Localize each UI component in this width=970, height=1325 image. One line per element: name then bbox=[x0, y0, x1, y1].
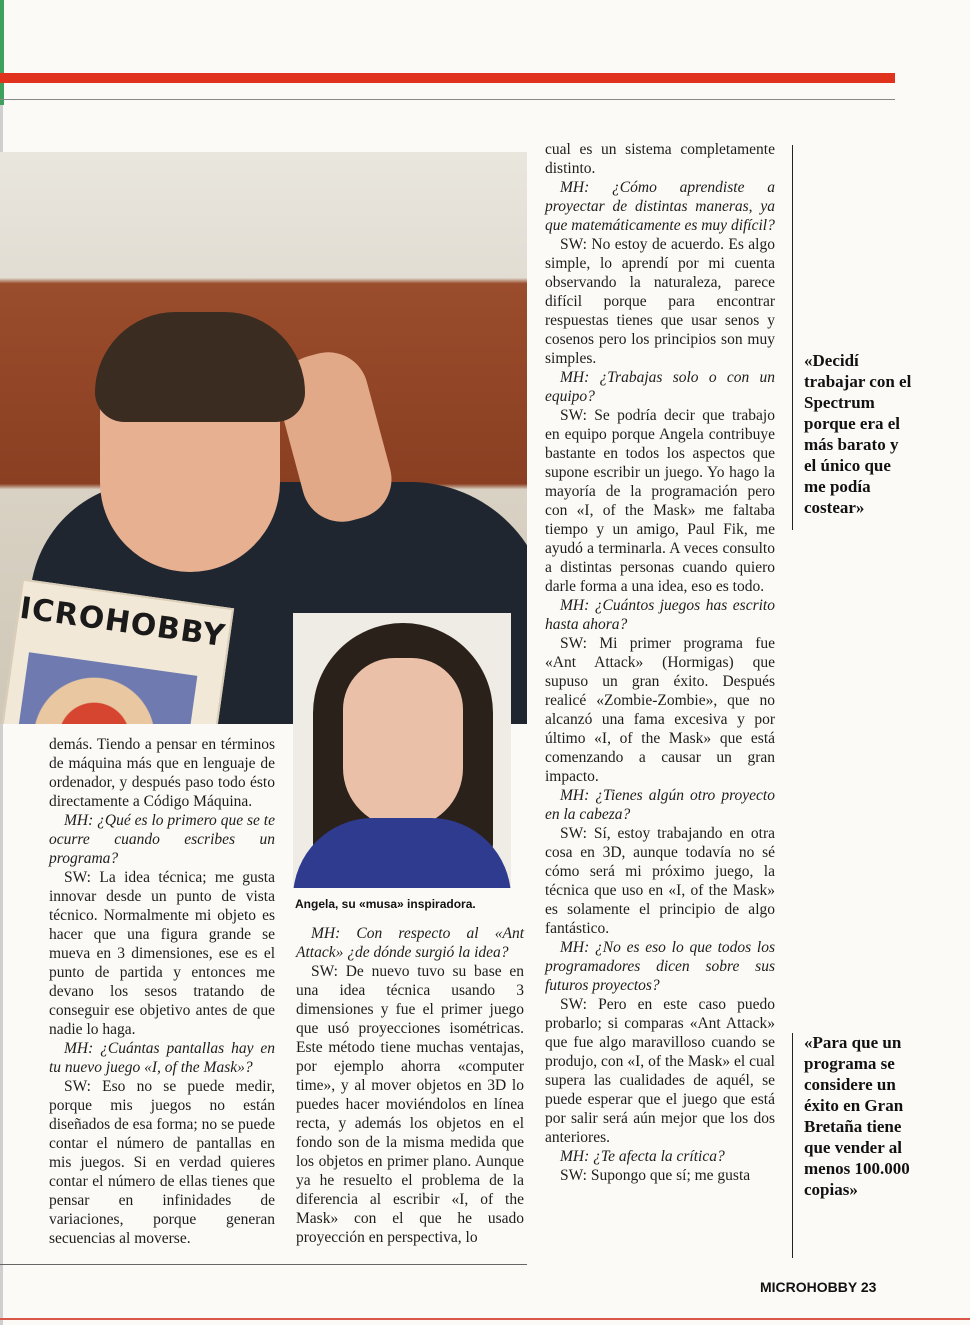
interviewer-question: MH: ¿Te afecta la crítica? bbox=[560, 1148, 725, 1165]
text-column-1 bbox=[49, 735, 275, 1248]
text-column-2 bbox=[296, 924, 524, 1247]
magazine-cover-art bbox=[3, 652, 198, 724]
header-red-bar bbox=[0, 73, 895, 83]
interviewer-question: MH: ¿Cómo aprendiste a proyectar de distintas maneras, ya que matemáticamente es muy difícil? bbox=[545, 179, 775, 234]
page-folio: MICROHOBBY 23 bbox=[760, 1279, 877, 1295]
footer-rule bbox=[0, 1264, 527, 1265]
header-rule bbox=[0, 99, 895, 100]
photo-angela bbox=[293, 613, 511, 888]
binding-strip bbox=[0, 0, 4, 105]
photo-hair bbox=[95, 312, 305, 422]
interviewer-question: MH: ¿No es eso lo que todos los programadores dicen sobre sus futuros proyectos? bbox=[545, 939, 775, 994]
text-column-3 bbox=[545, 140, 775, 1185]
interviewer-question: MH: ¿Qué es lo primero que se te ocurre cuando escribes un programa? bbox=[49, 812, 275, 867]
interviewee-answer: SW: Supongo que sí; me gusta bbox=[560, 1167, 751, 1184]
interviewee-answer: SW: Pero en este caso puedo probarlo; si comparas «Ant Attack» que fue algo maravilloso cuando se produjo, con «I, of the Mask» el cual supera las cualidades de aquél, se puede esperar que el juego que está por salir será aún mejor que los dos anteriores. bbox=[545, 996, 775, 1146]
photo-angela-face bbox=[343, 658, 463, 828]
interviewer-question: MH: Con respecto al «Ant Attack» ¿de dónde surgió la idea? bbox=[296, 925, 524, 961]
interviewee-answer: SW: De nuevo tuvo su base en una idea técnica usando 3 dimensiones y fue el primer juego que usó proyecciones isométricas. Este método tiene muchas ventajas, por ejemplo ahorra «computer time», y al mover objetos en 3D lo puedes hacer moviéndolos en línea recta, y además los objetos en el fondo son de la misma medida que los objetos en primer plano. Aunque ya he resuelto el problema de la diferencia al escribir «I, of the Mask» con el que he usado proyección en perspectiva, lo bbox=[296, 963, 524, 1246]
interviewee-answer: SW: Sí, estoy trabajando en otra cosa en 3D, aunque todavía no sé cómo será mi próximo juego, la técnica que uso en «I, of the Mask» es solamente el principio de algo fantástico. bbox=[545, 825, 775, 937]
interviewee-answer: SW: No estoy de acuerdo. Es algo simple, lo aprendí por mi cuenta observando la naturaleza, parece difícil porque para encontrar respuestas tienes que usar senos y cosenos pero los principios son muy simples. bbox=[545, 236, 775, 367]
interviewee-answer: SW: Se podría decir que trabajo en equipo porque Angela contribuye bastante en todos los aspectos que supone escribir un juego. Yo hago la mayoría de la programación pero con «I, of the Mask» me faltaba tiempo y un amigo, Paul Fik, me ayudó a terminarla. A veces consulto a distintas personas cuando quiero darle forma a una idea, eso es todo. bbox=[545, 407, 775, 595]
interviewee-answer: SW: La idea técnica; me gusta innovar desde un punto de vista técnico. Normalmente mi objeto es hacer que una figura grande se mueva en 3 dimensiones, ese es el punto de partida y entonces me devano los sesos tratando de conseguir ese objetivo antes de que nadie lo haga. bbox=[49, 869, 275, 1038]
interviewer-question: MH: ¿Cuántos juegos has escrito hasta ahora? bbox=[545, 597, 775, 633]
pullquote-sales: «Para que un programa se considere un éxito en Gran Bretaña tiene que vender al menos 100.000 copias» bbox=[804, 1033, 910, 1199]
paragraph: demás. Tiendo a pensar en términos de máquina más que en lenguaje de ordenador, y después paso todo ésto directamente a Código Máquina. bbox=[49, 736, 275, 810]
bottom-edge-rule bbox=[0, 1318, 970, 1320]
interviewee-answer: SW: Eso no se puede medir, porque mis juegos no están diseñados de esa forma; no se puede contar el número de pantallas en mis juegos. Si en verdad quieres contar el número de ellas tienes que pensar en infinidades de variaciones, porque generan secuencias al moverse. bbox=[49, 1078, 275, 1247]
interviewee-answer: SW: Mi primer programa fue «Ant Attack» (Hormigas) que supuso un gran éxito. Después realicé «Zombie-Zombie», que no alcanzó una fama excesiva y por último «I, of the Mask» que está comenzando a causar un gran impacto. bbox=[545, 635, 775, 785]
interviewer-question: MH: ¿Cuántas pantallas hay en tu nuevo juego «I, of the Mask»? bbox=[49, 1040, 275, 1076]
interviewer-question: MH: ¿Trabajas solo o con un equipo? bbox=[545, 369, 775, 405]
magazine-masthead: ICROHOBBY bbox=[17, 590, 228, 655]
paragraph: cual es un sistema completamente distinto. bbox=[545, 141, 775, 177]
interviewer-question: MH: ¿Tienes algún otro proyecto en la cabeza? bbox=[545, 787, 775, 823]
pullquote-rule bbox=[792, 1033, 793, 1258]
pullquote-spectrum: «Decidí trabajar con el Spectrum porque era el más barato y el único que me podía costear» bbox=[804, 351, 912, 517]
pullquote-rule bbox=[792, 145, 793, 530]
photo-caption: Angela, su «musa» inspiradora. bbox=[295, 897, 476, 911]
